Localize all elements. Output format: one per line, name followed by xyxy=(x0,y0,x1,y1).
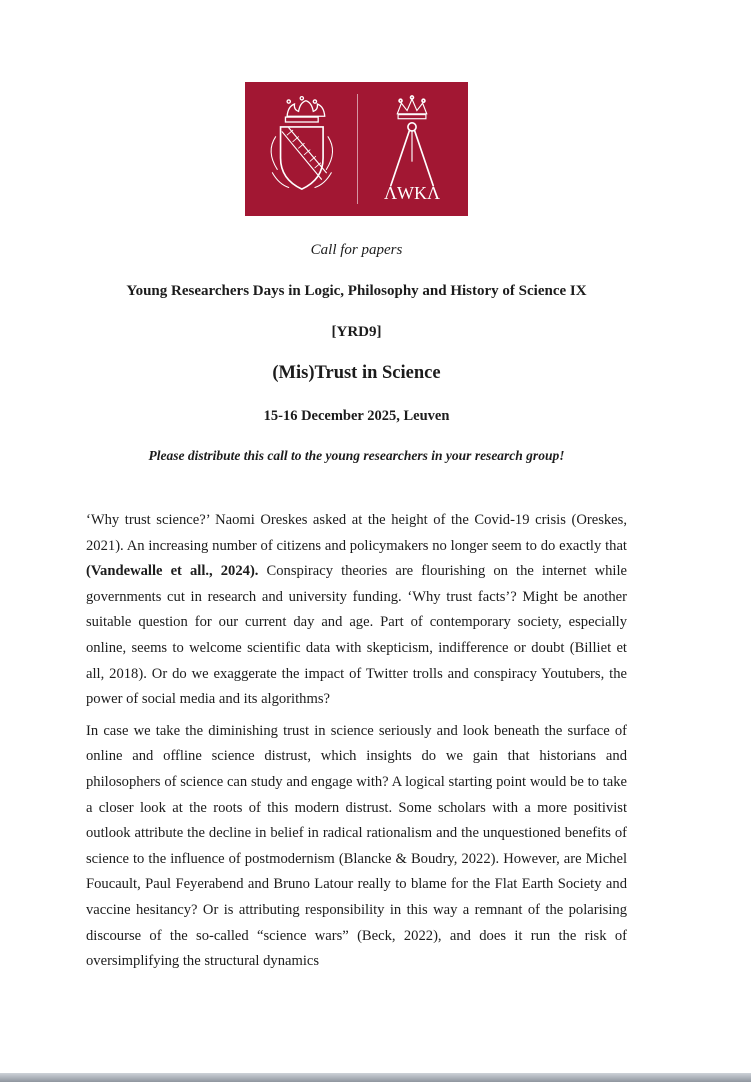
academy-logo-icon xyxy=(367,91,457,207)
paragraph-1-text-continued: Conspiracy theories are flourishing on the internet while governments cut in research and university funding. ‘Why trust facts’? Might be another suitable question for our current day and age. Part of contemporary society, especially online, seems to welcome scientific data with skepticism, indifference or doubt (Billiet et all, 2018). Or do we exaggerate the impact of Twitter trolls and conspiracy Youtubers, the power of social media and its algorithms? xyxy=(86,563,627,708)
event-title: Young Researchers Days in Logic, Philosophy and History of Science IX xyxy=(126,283,587,299)
institution-banner xyxy=(245,82,468,216)
event-date-location: 15-16 December 2025, Leuven xyxy=(263,408,450,424)
call-for-papers-line: Call for papers xyxy=(310,242,403,258)
scan-bottom-edge xyxy=(0,1073,751,1082)
banner-divider xyxy=(357,94,358,204)
coat-of-arms-icon xyxy=(256,91,346,207)
paragraph-1-text: ‘Why trust science?’ Naomi Oreskes asked at the height of the Covid-19 crisis (Oreskes, 2021). An increasing number of citizens and policymakers no longer seem to do exactly that xyxy=(86,512,627,554)
paragraph-1-bold-citation: (Vandewalle et all., 2024). xyxy=(86,563,259,580)
event-acronym: [YRD9] xyxy=(331,324,382,340)
academy-logo-text: ΛWKΛ xyxy=(384,182,441,203)
event-theme: (Mis)Trust in Science xyxy=(272,363,441,383)
body-paragraph-1 xyxy=(86,508,627,713)
body-text xyxy=(86,508,627,975)
body-paragraph-2: In case we take the diminishing trust in science seriously and look beneath the surface of online and offline science distrust, which insights do we gain that historians and philosophers of science can study and engage with? A logical starting point would be to take a closer look at the roots of this modern distrust. Some scholars with a more positivist outlook attribute the decline in belief in radical rationalism and the unquestioned benefits of science to the influence of postmodernism (Blancke & Boudry, 2022). However, are Michel Foucault, Paul Feyerabend and Bruno Latour really to blame for the Flat Earth Society and vaccine hesitancy? Or is attributing responsibility in this way a remnant of the polarising discourse of the so-called “science wars” (Beck, 2022), and does it run the risk of oversimplifying the structural dynamics xyxy=(86,722,627,970)
distribute-note: Please distribute this call to the young researchers in your research group! xyxy=(148,448,565,463)
document-page xyxy=(86,82,627,975)
